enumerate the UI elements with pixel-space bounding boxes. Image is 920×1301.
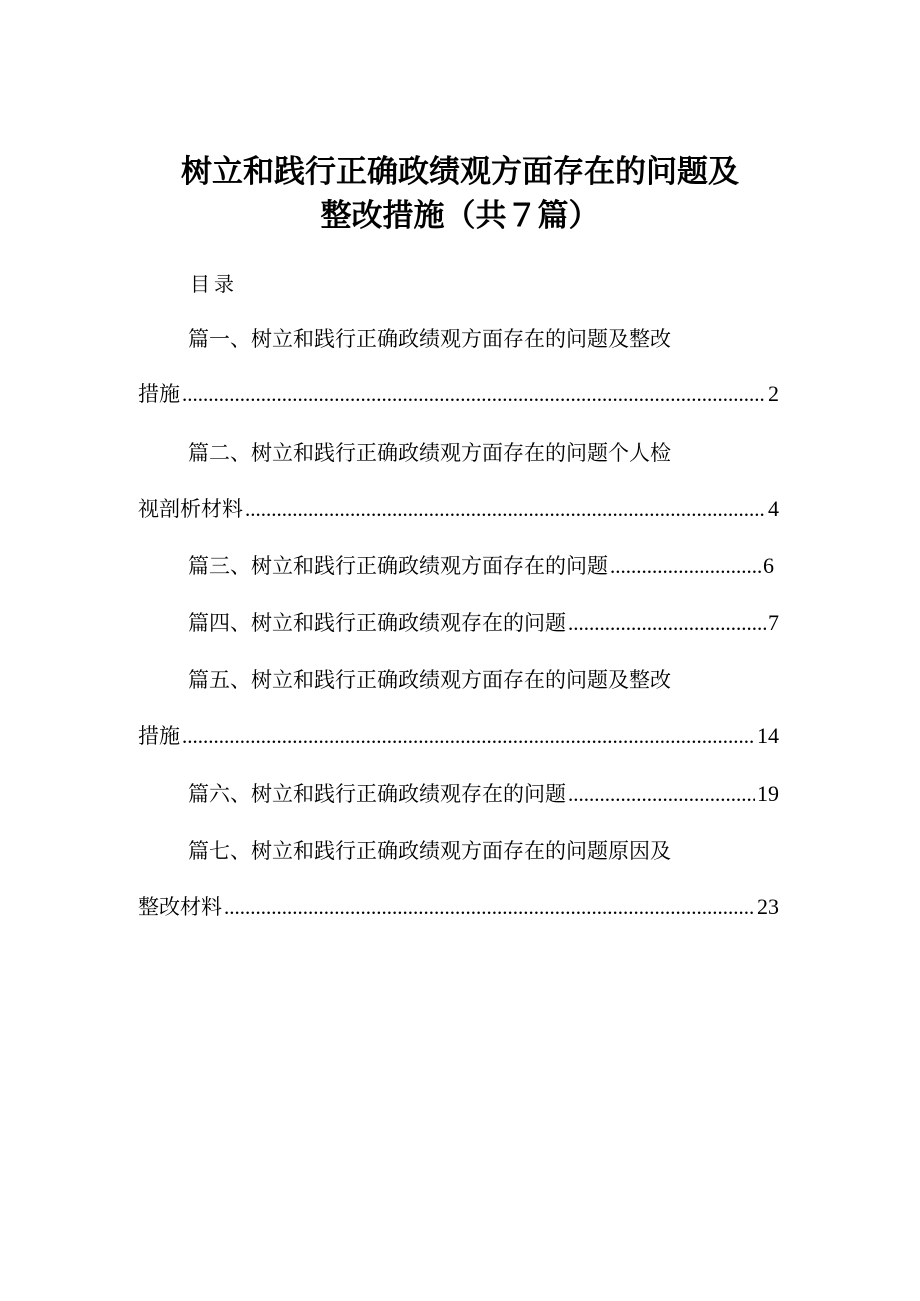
toc-entry-3-text: 篇三、树立和践行正确政绩观方面存在的问题 xyxy=(188,554,608,578)
toc-entry-6[interactable] xyxy=(188,778,779,808)
toc-leader-dots xyxy=(568,611,766,636)
toc-leader-dots xyxy=(182,382,766,407)
toc-entry-1-text: 措施 xyxy=(138,382,180,406)
toc-entry-7-text: 整改材料 xyxy=(138,895,222,919)
document-title-line-1: 树立和践行正确政绩观方面存在的问题及 xyxy=(181,154,739,190)
toc-entry-5-line-1[interactable]: 篇五、树立和践行正确政绩观方面存在的问题及整改 xyxy=(188,668,671,692)
toc-entry-7-line-1[interactable]: 篇七、树立和践行正确政绩观方面存在的问题原因及 xyxy=(188,839,671,863)
toc-entry-3[interactable] xyxy=(188,550,774,580)
toc-entry-5-text: 措施 xyxy=(138,724,180,748)
toc-entry-7-page: 23 xyxy=(757,894,779,919)
toc-entry-2-page: 4 xyxy=(768,496,779,521)
toc-entry-4-text: 篇四、树立和践行正确政绩观存在的问题 xyxy=(188,611,566,635)
toc-entry-6-text: 篇六、树立和践行正确政绩观存在的问题 xyxy=(188,782,566,806)
toc-entry-3-page: 6 xyxy=(763,553,774,578)
toc-leader-dots xyxy=(182,724,755,749)
toc-leader-dots xyxy=(245,497,766,522)
toc-entry-1-line-1[interactable]: 篇一、树立和践行正确政绩观方面存在的问题及整改 xyxy=(188,327,671,351)
toc-leader-dots xyxy=(224,895,755,920)
toc-entry-2-text: 视剖析材料 xyxy=(138,497,243,521)
toc-entry-2-line-1[interactable]: 篇二、树立和践行正确政绩观方面存在的问题个人检 xyxy=(188,441,671,465)
toc-entry-6-page: 19 xyxy=(757,781,779,806)
toc-entry-1-line-2[interactable] xyxy=(138,378,779,408)
toc-entry-7-line-2[interactable] xyxy=(138,891,779,921)
toc-entry-2-line-2[interactable] xyxy=(138,493,779,523)
toc-heading: 目录 xyxy=(190,272,238,296)
toc-entry-1-page: 2 xyxy=(768,381,779,406)
toc-leader-dots xyxy=(610,554,761,579)
toc-entry-4-page: 7 xyxy=(768,610,779,635)
toc-entry-5-page: 14 xyxy=(757,723,779,748)
toc-entry-4[interactable] xyxy=(188,607,779,637)
document-title-line-2: 整改措施（共７篇） xyxy=(320,198,600,234)
toc-entry-5-line-2[interactable] xyxy=(138,720,779,750)
toc-leader-dots xyxy=(568,782,755,807)
